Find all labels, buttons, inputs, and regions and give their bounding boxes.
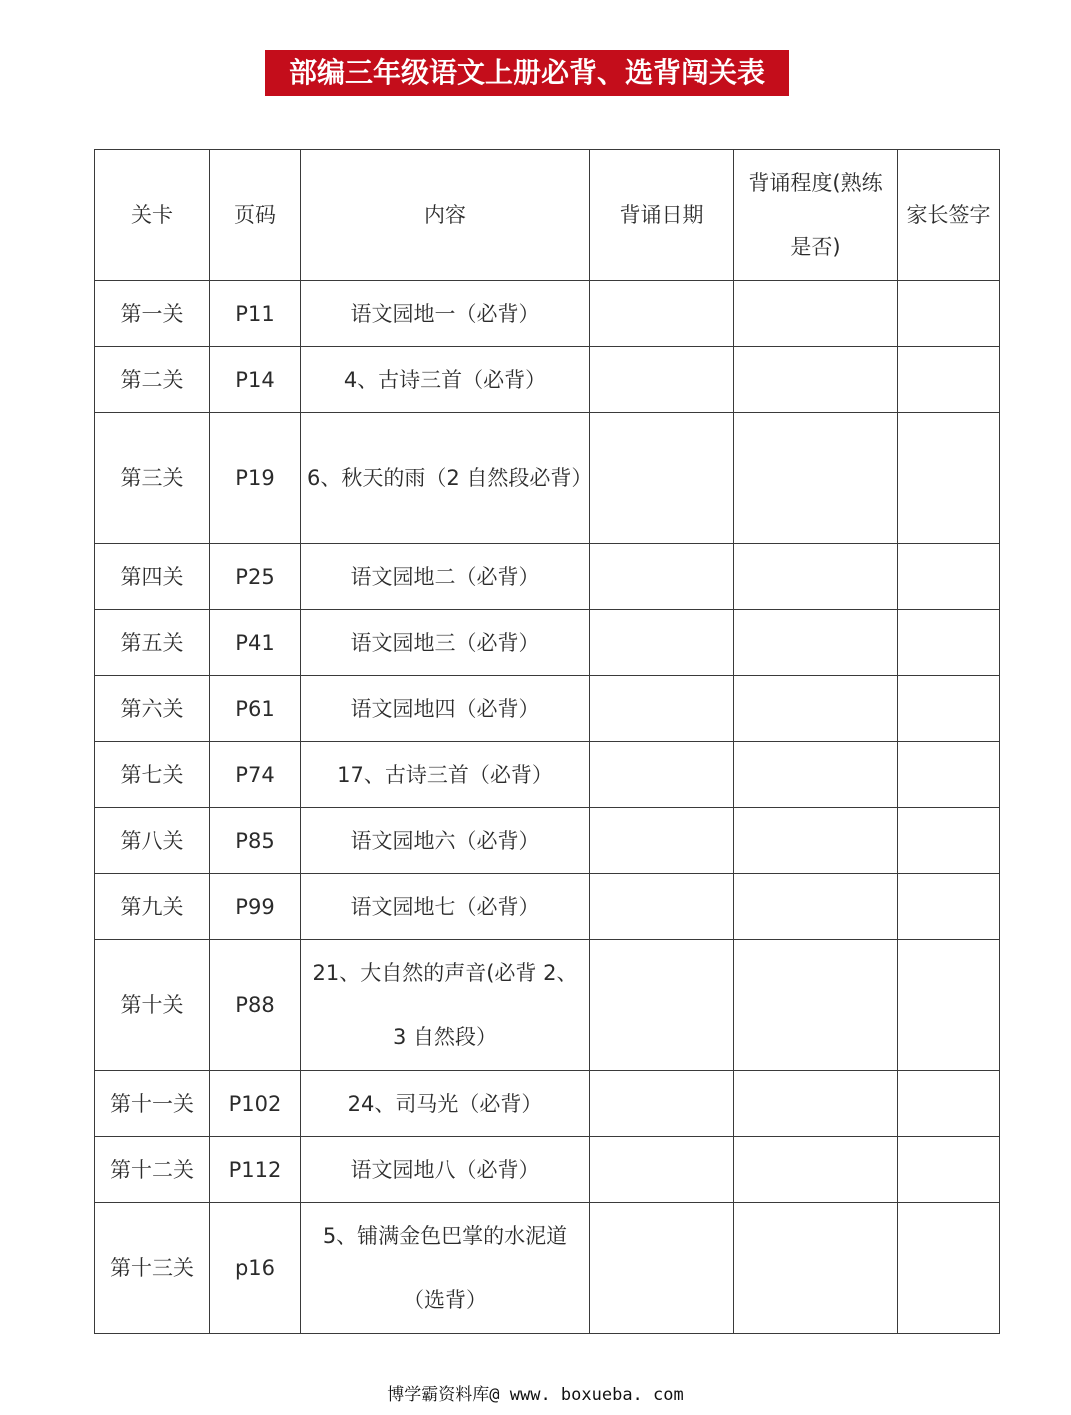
cell-content: 6、秋天的雨（2 自然段必背） (301, 413, 590, 544)
cell-page: p16 (210, 1203, 301, 1334)
cell-content: 语文园地七（必背） (301, 874, 590, 940)
cell-page: P61 (210, 676, 301, 742)
footer-watermark: 博学霸资料库@ www. boxueba. com (387, 1385, 684, 1405)
cell-level: 第四关 (95, 544, 210, 610)
table-row (95, 544, 1000, 610)
recitation-table (94, 149, 1000, 1334)
cell-level: 第十一关 (95, 1071, 210, 1137)
header-page: 页码 (210, 150, 301, 281)
cell-date[interactable] (590, 676, 734, 742)
cell-content: 5、铺满金色巴掌的水泥道（选背） (301, 1203, 590, 1334)
cell-date[interactable] (590, 413, 734, 544)
cell-date[interactable] (590, 1137, 734, 1203)
cell-signature[interactable] (898, 610, 1000, 676)
cell-date[interactable] (590, 544, 734, 610)
cell-page: P19 (210, 413, 301, 544)
cell-proficiency[interactable] (734, 1203, 898, 1334)
cell-content: 24、司马光（必背） (301, 1071, 590, 1137)
cell-level: 第十关 (95, 940, 210, 1071)
cell-level: 第十三关 (95, 1203, 210, 1334)
cell-proficiency[interactable] (734, 940, 898, 1071)
cell-page: P99 (210, 874, 301, 940)
cell-level: 第五关 (95, 610, 210, 676)
table-body (95, 281, 1000, 1334)
cell-proficiency[interactable] (734, 808, 898, 874)
cell-proficiency[interactable] (734, 1137, 898, 1203)
cell-content: 语文园地一（必背） (301, 281, 590, 347)
cell-content: 语文园地八（必背） (301, 1137, 590, 1203)
cell-level: 第九关 (95, 874, 210, 940)
cell-proficiency[interactable] (734, 281, 898, 347)
table-row (95, 874, 1000, 940)
cell-page: P11 (210, 281, 301, 347)
cell-level: 第十二关 (95, 1137, 210, 1203)
table-row (95, 742, 1000, 808)
table-row (95, 1071, 1000, 1137)
table-row (95, 940, 1000, 1071)
cell-date[interactable] (590, 281, 734, 347)
cell-signature[interactable] (898, 1137, 1000, 1203)
cell-proficiency[interactable] (734, 874, 898, 940)
table-row (95, 808, 1000, 874)
cell-content: 语文园地三（必背） (301, 610, 590, 676)
cell-proficiency[interactable] (734, 544, 898, 610)
cell-date[interactable] (590, 940, 734, 1071)
cell-content: 21、大自然的声音(必背 2、3 自然段） (301, 940, 590, 1071)
cell-date[interactable] (590, 1203, 734, 1334)
cell-proficiency[interactable] (734, 676, 898, 742)
cell-signature[interactable] (898, 413, 1000, 544)
cell-date[interactable] (590, 347, 734, 413)
header-level: 关卡 (95, 150, 210, 281)
cell-page: P14 (210, 347, 301, 413)
cell-signature[interactable] (898, 874, 1000, 940)
cell-proficiency[interactable] (734, 347, 898, 413)
cell-signature[interactable] (898, 940, 1000, 1071)
table-header-row (95, 150, 1000, 281)
cell-proficiency[interactable] (734, 1071, 898, 1137)
table-row (95, 676, 1000, 742)
header-date: 背诵日期 (590, 150, 734, 281)
cell-page: P102 (210, 1071, 301, 1137)
cell-signature[interactable] (898, 808, 1000, 874)
table-row (95, 413, 1000, 544)
cell-page: P85 (210, 808, 301, 874)
cell-content: 语文园地四（必背） (301, 676, 590, 742)
cell-date[interactable] (590, 874, 734, 940)
table-row (95, 1203, 1000, 1334)
cell-level: 第八关 (95, 808, 210, 874)
header-content: 内容 (301, 150, 590, 281)
cell-signature[interactable] (898, 1203, 1000, 1334)
page-title: 部编三年级语文上册必背、选背闯关表 (265, 50, 789, 96)
cell-page: P88 (210, 940, 301, 1071)
cell-page: P25 (210, 544, 301, 610)
cell-signature[interactable] (898, 742, 1000, 808)
cell-signature[interactable] (898, 676, 1000, 742)
cell-level: 第六关 (95, 676, 210, 742)
cell-page: P112 (210, 1137, 301, 1203)
cell-signature[interactable] (898, 1071, 1000, 1137)
cell-level: 第七关 (95, 742, 210, 808)
table-row (95, 1137, 1000, 1203)
header-proficiency: 背诵程度(熟练是否) (734, 150, 898, 281)
cell-level: 第三关 (95, 413, 210, 544)
header-signature: 家长签字 (898, 150, 1000, 281)
cell-proficiency[interactable] (734, 610, 898, 676)
cell-content: 语文园地六（必背） (301, 808, 590, 874)
cell-date[interactable] (590, 742, 734, 808)
table-row (95, 347, 1000, 413)
cell-page: P74 (210, 742, 301, 808)
cell-proficiency[interactable] (734, 742, 898, 808)
table-row (95, 281, 1000, 347)
cell-date[interactable] (590, 808, 734, 874)
cell-signature[interactable] (898, 347, 1000, 413)
cell-content: 语文园地二（必背） (301, 544, 590, 610)
cell-signature[interactable] (898, 281, 1000, 347)
table-row (95, 610, 1000, 676)
cell-page: P41 (210, 610, 301, 676)
cell-level: 第二关 (95, 347, 210, 413)
cell-content: 17、古诗三首（必背） (301, 742, 590, 808)
cell-proficiency[interactable] (734, 413, 898, 544)
cell-date[interactable] (590, 1071, 734, 1137)
cell-signature[interactable] (898, 544, 1000, 610)
cell-date[interactable] (590, 610, 734, 676)
cell-level: 第一关 (95, 281, 210, 347)
cell-content: 4、古诗三首（必背） (301, 347, 590, 413)
